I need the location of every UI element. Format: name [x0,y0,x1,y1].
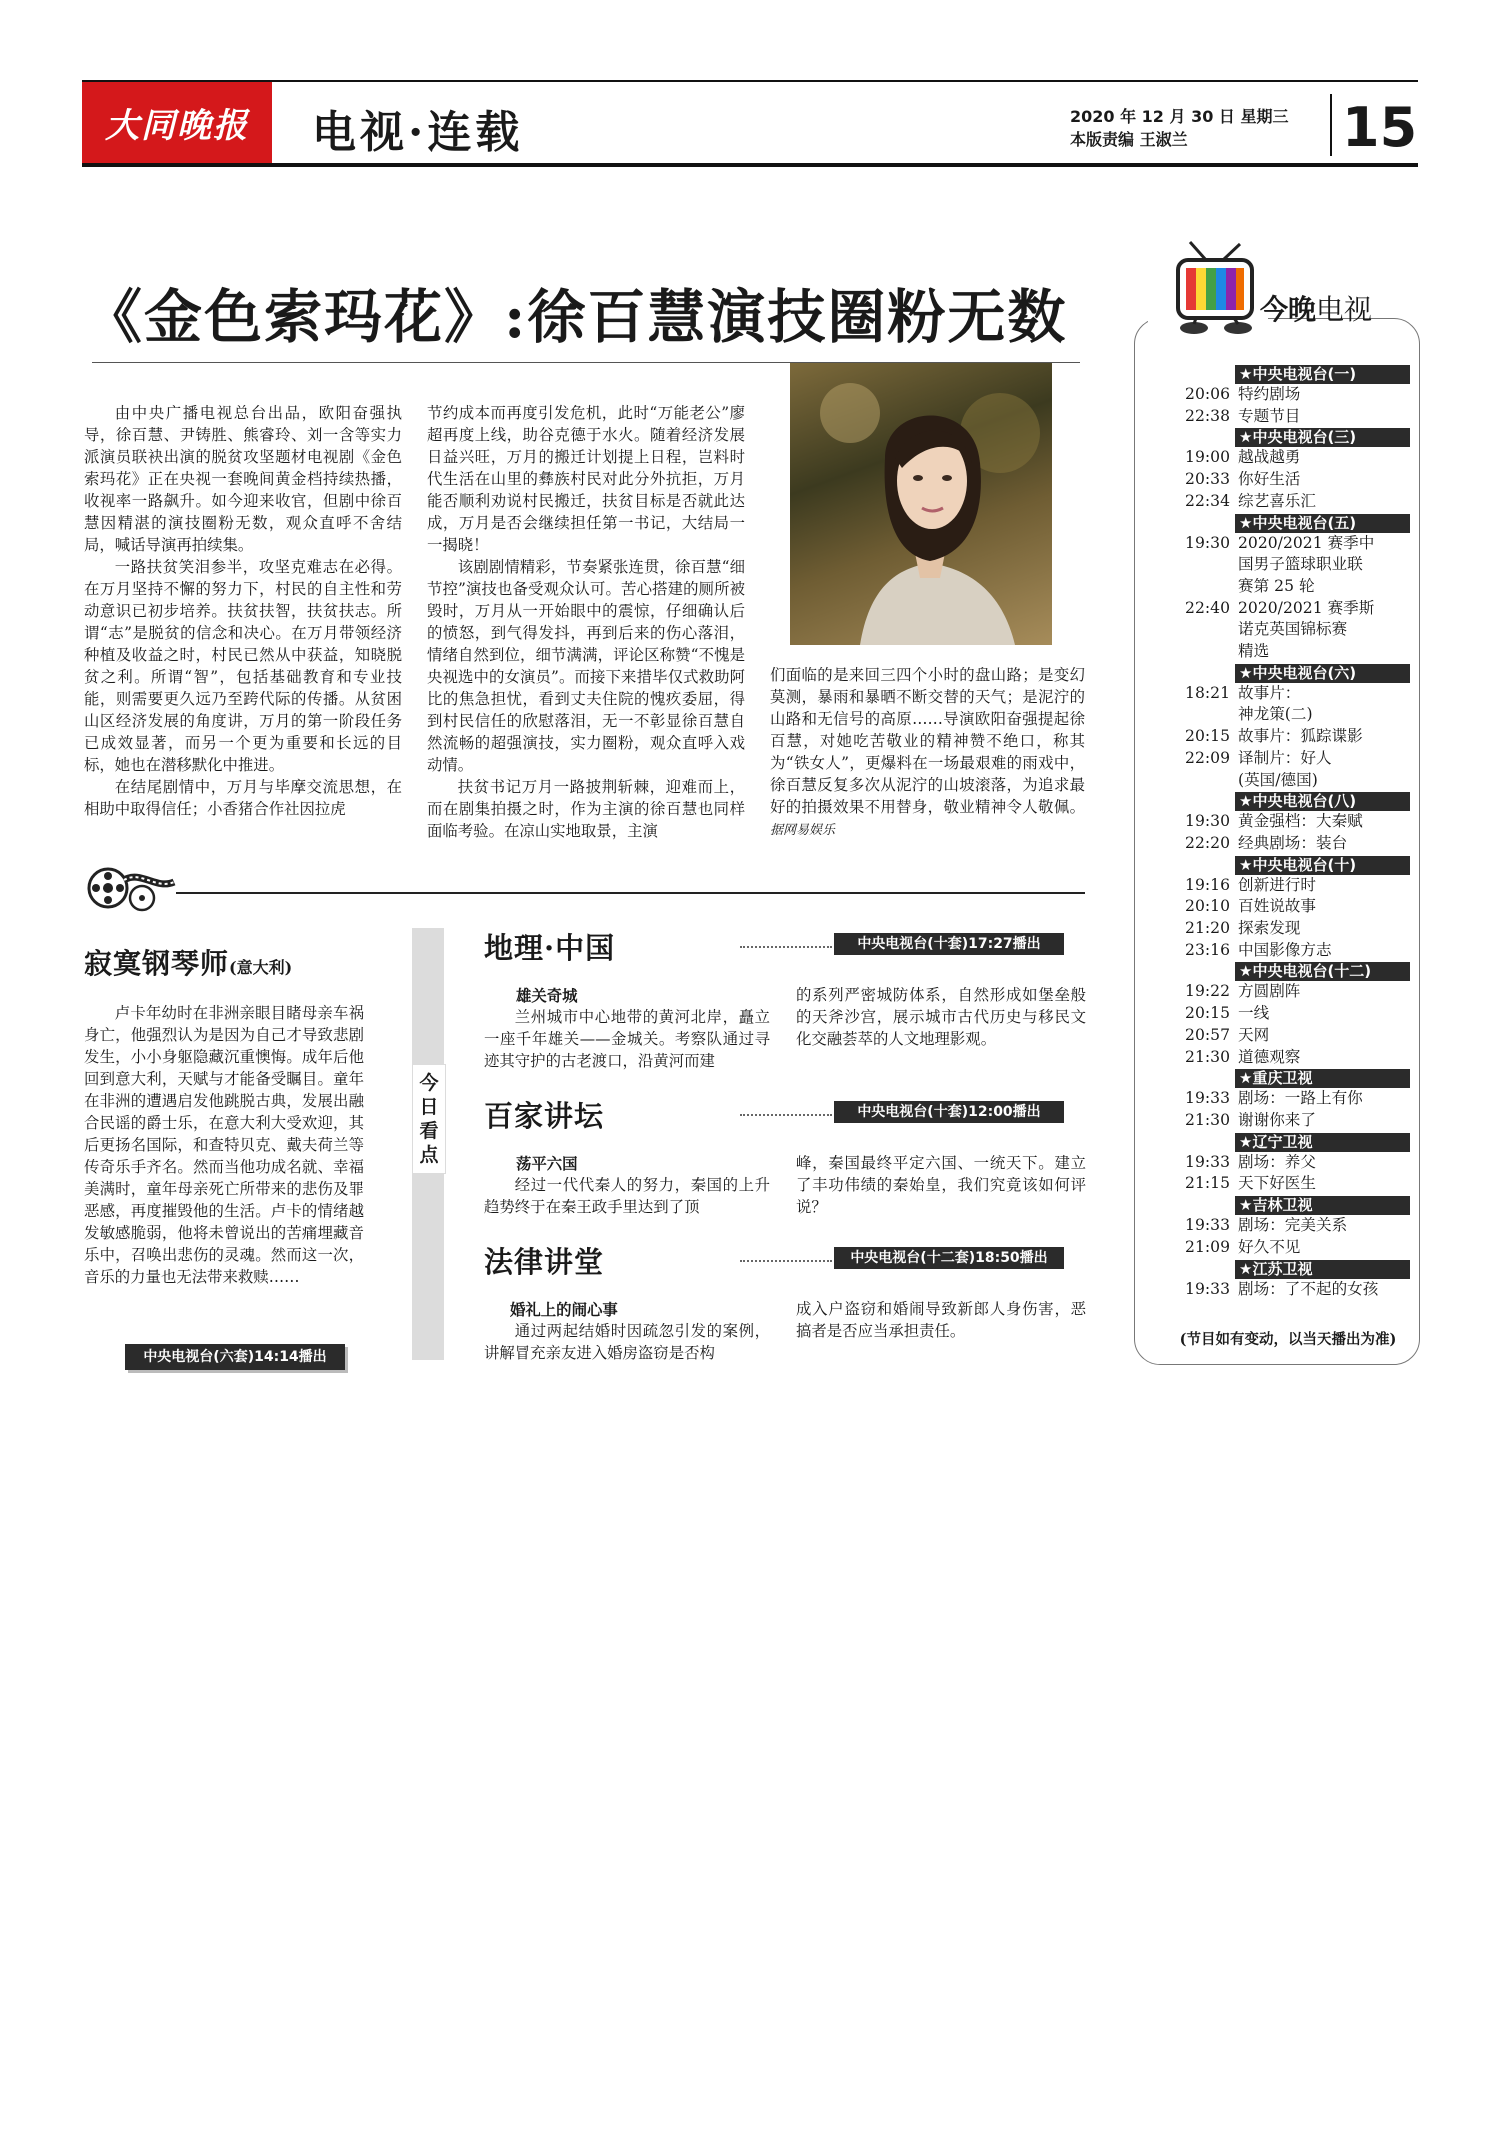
program-dots [740,1114,832,1116]
story-paragraph: 卢卡年幼时在非洲亲眼目睹母亲车祸身亡，他强烈认为是因为自己才导致悲剧发生，小小身躯隐藏沉重懊悔。成年后他回到意大利，天赋与才能备受瞩目。童年在非洲的遭遇启发他跳脱古典，发展出融合民谣的爵士乐，在意大利大受欢迎，其后更扬名国际，和查特贝克、戴夫荷兰等传奇乐手齐名。然而当他功成名就、幸福美满时，童年母亲死亡所带来的悲伤及罪恶感，再度摧毁他的生活。卢卡的情绪越发敏感脆弱，他将未曾说出的苦痛埋藏音乐中，召唤出悲伤的灵魂。然而这一次，音乐的力量也无法带来救赎…… [84,1004,364,1286]
program-name: 探索发现 [1238,919,1301,938]
schedule-row [1170,384,1410,406]
tv-schedule-list [1170,364,1410,1300]
program-time: 19:33 [1185,1152,1230,1171]
schedule-row [1170,1173,1410,1195]
article-column-3 [770,664,1085,842]
program-name: 赛第 25 轮 [1238,576,1315,595]
program-name: 创新进行时 [1238,875,1316,894]
program-name: 2020/2021 赛季中 [1238,533,1375,552]
masthead-rule-top [82,80,1418,82]
channel-header: ★中央电视台(十二) [1235,962,1410,981]
program-time: 19:22 [1185,982,1230,1001]
film-reel-icon [86,860,176,916]
program-name: 你好生活 [1238,470,1301,489]
article-paragraph: 该剧剧情精彩，节奏紧张连贯，徐百慧“细节控”演技也备受观众认可。苦心搭建的厕所被毁时，万月从一开始眼中的震惊，仔细确认后的愤怒，到气得发抖，再到后来的伤心落泪，情绪自然到位，细节满满，评论区称赞“不愧是央视选中的女演员”。而接下来措毕仅式救助阿比的焦急担忧，看到丈夫住院的愧疚委屈，得到村民信任的欣慰落泪，无一不彰显徐百慧自然流畅的超强演技，实力圈粉，观众直呼入戏动情。 [427,558,745,774]
schedule-row [1170,1152,1410,1174]
program-time: 22:20 [1185,833,1230,852]
program-name: 天网 [1238,1025,1270,1044]
program-name: (英国/德国) [1238,770,1318,789]
section-divider [100,892,1085,894]
program-name: 越战越勇 [1238,448,1301,467]
program-time: 20:33 [1185,470,1230,489]
schedule-row [1170,1003,1410,1025]
program-name: 中国影像方志 [1238,940,1332,959]
program-time: 21:20 [1185,919,1230,938]
program-time: 22:34 [1185,491,1230,510]
schedule-row [1170,491,1410,513]
program-time: 22:38 [1185,406,1230,425]
program-text-left [484,1006,770,1072]
channel-header: ★中央电视台(十) [1235,856,1410,875]
channel-header: ★中央电视台(三) [1235,428,1410,447]
schedule-row [1170,406,1410,428]
program-text: 通过两起结婚时因疏忽引发的案例，讲解冒充亲友进入婚房盗窃是否构 [484,1322,770,1362]
schedule-row [1170,554,1410,576]
program-time: 22:40 [1185,598,1230,617]
program-text-left [484,1320,770,1364]
program-air-time: 中央电视台(十二套)18:50播出 [834,1247,1064,1269]
program-text: 兰州城市中心地带的黄河北岸，矗立一座千年雄关——金城关。考察队通过寻迹其守护的古老渡口，沿黄河而建 [484,1008,770,1070]
schedule-row [1170,533,1410,555]
issue-date: 2020 年 12 月 30 日 星期三 [1070,107,1289,126]
channel-header: ★江苏卫视 [1235,1260,1410,1279]
program-time [1170,704,1238,726]
article-paragraph: 节约成本而再度引发危机，此时“万能老公”廖超再度上线，助谷克德于水火。随着经济发展日益兴旺，万月的搬迁计划提上日程，岂料时代生活在山里的彝族村民对此分外抗拒，万月能否顺利劝说村民搬迁，扶贫目标是否就此达成，万月是否会继续担任第一书记，大结局一一揭晓！ [427,404,745,554]
channel-header: ★中央电视台(五) [1235,514,1410,533]
program-time: 23:16 [1185,940,1230,959]
schedule-row [1170,1215,1410,1237]
program-time: 19:30 [1185,533,1230,552]
channel-header: ★中央电视台(一) [1235,365,1410,384]
article-paragraph: 一路扶贫笑泪参半，攻坚克难志在必得。在万月坚持不懈的努力下，村民的自主性和劳动意识已初步培养。扶贫扶智，扶贫扶志。所谓“志”是脱贫的信念和决心。在万月带领经济种植及收益之时，村民已然从中获益，知晓脱贫之利。所谓“智”，包括基础教育和专业技能，则需要更久远乃至跨代际的传播。从贫困山区经济发展的角度讲，万月的第一阶段任务已成效显著，而另一个更为重要和长远的目标，她也在潜移默化中推进。 [84,558,402,774]
program-time: 21:30 [1185,1110,1230,1129]
schedule-row [1170,1279,1410,1301]
program-dots [740,946,832,948]
program-air-time: 中央电视台(十套)17:27播出 [834,933,1064,955]
schedule-row [1170,683,1410,705]
schedule-row [1170,704,1410,726]
program-name: 特约剧场 [1238,385,1301,403]
program-name: 译制片：好人 [1238,748,1332,767]
story-origin: (意大利) [229,958,293,977]
schedule-row [1170,811,1410,833]
story-air-time: 中央电视台(六套)14:14播出 [125,1344,345,1370]
program-time: 20:15 [1185,727,1230,746]
program-name: 诺克英国锦标赛 [1238,620,1348,639]
program-name: 一线 [1238,1004,1270,1023]
page-editor: 本版责编 王淑兰 [1070,130,1188,149]
actress-portrait-icon [790,363,1052,645]
story-title-text: 寂寞钢琴师 [84,947,230,980]
schedule-row [1170,940,1410,962]
schedule-row [1170,641,1410,663]
channel-header: ★中央电视台(六) [1235,664,1410,683]
schedule-row [1170,1047,1410,1069]
program-name: 经典剧场：装台 [1238,833,1348,852]
program-name: 谢谢你来了 [1238,1110,1316,1129]
article-headline: 《金色索玛花》:徐百慧演技圈粉无数 [84,283,1068,351]
logo-text: 大同晚报 [105,106,249,146]
article-credit: 据网易娱乐 [770,823,836,838]
program-time: 20:06 [1185,385,1230,403]
program-dots [740,1260,832,1262]
schedule-row [1170,875,1410,897]
schedule-row [1170,748,1410,770]
schedule-row [1170,1110,1410,1132]
program-name: 精选 [1238,642,1270,661]
tv-schedule-note: (节目如有变动，以当天播出为准) [1179,1331,1397,1348]
program-text-right: 的系列严密城防体系，自然形成如堡垒般的天斧沙宫，展示城市古代历史与移民文化交融荟萃的人文地理影观。 [796,986,1086,1048]
channel-header: ★吉林卫视 [1235,1196,1410,1215]
section-title: 电视·连载 [312,107,524,158]
program-time [1170,641,1238,663]
schedule-row [1170,726,1410,748]
program-episode: 雄关奇城 [516,987,578,1005]
program-name: 剧场：完美关系 [1238,1216,1348,1235]
program-name: 2020/2021 赛季斯 [1238,598,1375,617]
program-time: 19:33 [1185,1279,1230,1298]
story-title [84,942,292,982]
program-time: 21:30 [1185,1047,1230,1066]
program-time: 19:30 [1185,812,1230,831]
story-body [84,1002,364,1288]
highlights-label: 今日看点 [412,1064,446,1174]
article-column-2 [427,402,745,842]
program-text-right: 成入户盗窃和婚闹导致新郎人身伤害，恶搞者是否应当承担责任。 [796,1300,1086,1340]
program-name: 综艺喜乐汇 [1238,491,1316,510]
program-air-time: 中央电视台(十套)12:00播出 [834,1101,1064,1123]
program-name: 剧场：一路上有你 [1238,1089,1363,1108]
schedule-row [1170,770,1410,792]
program-name: 方圆剧阵 [1238,982,1301,1001]
actress-photo [790,363,1052,645]
program-title: 百家讲坛 [484,1099,605,1133]
program-episode: 婚礼上的闹心事 [510,1301,618,1319]
program-time: 22:09 [1185,748,1230,767]
program-name: 剧场：了不起的女孩 [1238,1279,1379,1298]
schedule-row [1170,833,1410,855]
program-name: 故事片： [1238,683,1301,702]
program-time: 18:21 [1185,683,1230,702]
schedule-row [1170,469,1410,491]
program-time [1170,554,1238,576]
program-time: 20:57 [1185,1025,1230,1044]
program-time: 19:33 [1185,1216,1230,1235]
page-number: 15 [1342,96,1418,159]
schedule-row [1170,896,1410,918]
schedule-row [1170,1237,1410,1259]
newspaper-logo [82,82,272,163]
schedule-row [1170,1088,1410,1110]
article-paragraph: 们面临的是来回三四个小时的盘山路；是变幻莫测，暴雨和暴晒不断交替的天气；是泥泞的山路和无信号的高原……导演欧阳奋强提起徐百慧，对她吃苦敬业的精神赞不绝口，称其为“铁女人”，更爆料在一场最艰难的雨戏中，徐百慧反复多次从泥泞的山坡滚落，为追求最好的拍摄效果不用替身，敬业精神令人敬佩。 [770,666,1085,816]
program-name: 国男子篮球职业联 [1238,555,1363,574]
channel-header: ★重庆卫视 [1235,1069,1410,1088]
program-name: 百姓说故事 [1238,897,1316,916]
program-time [1170,770,1238,792]
schedule-row [1170,598,1410,620]
tv-title-bold: 今晚 [1260,293,1317,326]
program-time: 21:09 [1185,1237,1230,1256]
program-time [1170,576,1238,598]
program-time: 19:33 [1185,1089,1230,1108]
tv-title-light: 电视 [1316,293,1373,326]
program-name: 道德观察 [1238,1047,1301,1066]
article-paragraph: 由中央广播电视总台出品，欧阳奋强执导，徐百慧、尹铸胜、熊睿玲、刘一含等实力派演员联袂出演的脱贫攻坚题材电视剧《金色索玛花》正在央视一套晚间黄金档持续热播，收视率一路飙升。如今迎来收官，但剧中徐百慧因精湛的演技圈粉无数，观众直呼不舍结局，喊话导演再拍续集。 [84,404,402,554]
program-text-left [484,1174,770,1218]
program-name: 剧场：养父 [1238,1152,1316,1171]
program-title: 法律讲堂 [484,1245,605,1279]
program-time: 19:16 [1185,875,1230,894]
television-icon [1168,240,1268,340]
program-name: 天下好医生 [1238,1174,1316,1193]
program-text-right: 峰，秦国最终平定六国、一统天下。建立了丰功伟绩的秦始皇，我们究竟该如何评说？ [796,1154,1086,1216]
schedule-row [1170,447,1410,469]
program-time: 21:15 [1185,1174,1230,1193]
channel-header: ★辽宁卫视 [1235,1133,1410,1152]
page-number-divider [1330,94,1332,156]
schedule-row [1170,1025,1410,1047]
article-paragraph: 在结尾剧情中，万月与毕摩交流思想，在相助中取得信任；小香猪合作社因拉虎 [84,778,402,818]
program-name: 好久不见 [1238,1237,1301,1256]
article-paragraph: 扶贫书记万月一路披荆斩棘，迎难而上，而在剧集拍摄之时，作为主演的徐百慧也同样面临考验。在凉山实地取景，主演 [427,778,745,840]
program-time [1170,619,1238,641]
schedule-row [1170,619,1410,641]
program-name: 专题节目 [1238,406,1301,425]
channel-header: ★中央电视台(八) [1235,792,1410,811]
program-name: 神龙策(二) [1238,705,1313,724]
schedule-row [1170,981,1410,1003]
program-name: 黄金强档：大秦赋 [1238,812,1363,831]
program-text: 经过一代代秦人的努力，秦国的上升趋势终于在秦王政手里达到了顶 [484,1176,770,1216]
article-column-1 [84,402,402,820]
schedule-row [1170,918,1410,940]
program-episode: 荡平六国 [516,1155,578,1173]
program-title: 地理·中国 [484,931,616,965]
schedule-row [1170,576,1410,598]
program-time: 20:10 [1185,897,1230,916]
program-time: 19:00 [1185,448,1230,467]
program-time: 20:15 [1185,1004,1230,1023]
masthead-rule-bottom [82,163,1418,167]
tv-schedule-title [1260,288,1372,328]
program-name: 故事片：狐踪谍影 [1238,727,1363,746]
